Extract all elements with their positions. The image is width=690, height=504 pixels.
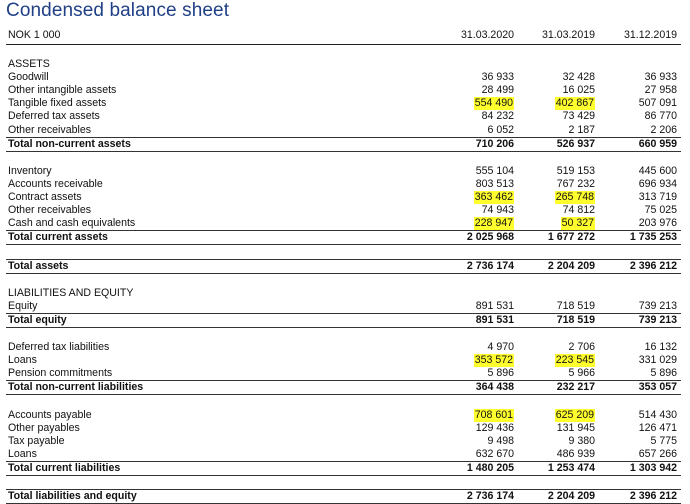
table-row: Other receivables 74 943 74 812 75 025 bbox=[8, 204, 677, 217]
grand-total-row: Total assets 2 736 174 2 204 209 2 396 212 bbox=[6, 259, 681, 274]
highlighted-value: 223 545 bbox=[555, 354, 594, 367]
highlighted-value: 708 601 bbox=[474, 408, 513, 421]
table-row: Tangible fixed assets 554 490 402 867 507 091 bbox=[8, 97, 677, 110]
column-header-2019-q1: 31.03.2019 bbox=[541, 29, 595, 41]
total-row: Total current assets 2 025 968 1 677 272 1 735 253 bbox=[6, 230, 681, 245]
total-row: Total equity 891 531 718 519 739 213 bbox=[6, 313, 681, 328]
balance-sheet-table bbox=[6, 28, 681, 504]
highlighted-value: 402 867 bbox=[555, 97, 594, 110]
highlighted-value: 50 327 bbox=[561, 217, 594, 230]
highlighted-value: 363 462 bbox=[474, 191, 513, 204]
page-title: Condensed balance sheet bbox=[6, 0, 230, 21]
header-row bbox=[6, 28, 681, 45]
grand-total-row: Total liabilities and equity 2 736 174 2 204 209 2 396 212 bbox=[6, 489, 681, 504]
section-heading: LIABILITIES AND EQUITY bbox=[8, 286, 134, 299]
total-row: Total current liabilities 1 480 205 1 253 474 1 303 942 bbox=[6, 461, 681, 476]
total-row: Total non-current assets 710 206 526 937 660 959 bbox=[6, 137, 681, 152]
table-row: Deferred tax assets 84 232 73 429 86 770 bbox=[8, 110, 677, 123]
table-row: Loans 632 670 486 939 657 266 bbox=[8, 447, 677, 460]
table-row: Contract assets 363 462 265 748 313 719 bbox=[8, 191, 677, 204]
table-row: Tax payable 9 498 9 380 5 775 bbox=[8, 434, 677, 447]
highlighted-value: 554 490 bbox=[474, 97, 513, 110]
table-row: Goodwill 36 933 32 428 36 933 bbox=[8, 71, 677, 84]
table-row: Other intangible assets 28 499 16 025 27 958 bbox=[8, 84, 677, 97]
table-row: Other payables 129 436 131 945 126 471 bbox=[8, 421, 677, 434]
column-header-2019-ye: 31.12.2019 bbox=[623, 29, 677, 41]
table-row: Accounts receivable 803 513 767 232 696 934 bbox=[8, 177, 677, 190]
table-row: Other receivables 6 052 2 187 2 206 bbox=[8, 123, 677, 136]
table-row: Accounts payable 708 601 625 209 514 430 bbox=[8, 408, 677, 421]
unit-label: NOK 1 000 bbox=[8, 29, 61, 41]
table-row: Deferred tax liabilities 4 970 2 706 16 132 bbox=[8, 341, 677, 354]
highlighted-value: 228 947 bbox=[474, 217, 513, 230]
section-heading: ASSETS bbox=[8, 58, 50, 71]
highlighted-value: 353 572 bbox=[474, 354, 513, 367]
table-row: Pension commitments 5 896 5 966 5 896 bbox=[8, 367, 677, 380]
highlighted-value: 625 209 bbox=[555, 408, 594, 421]
table-row: Loans 353 572 223 545 331 029 bbox=[8, 354, 677, 367]
column-header-2020: 31.03.2020 bbox=[460, 29, 514, 41]
total-row: Total non-current liabilities 364 438 232 217 353 057 bbox=[6, 380, 681, 395]
table-row: Equity 891 531 718 519 739 213 bbox=[8, 299, 677, 312]
highlighted-value: 265 748 bbox=[555, 191, 594, 204]
table-row: Inventory 555 104 519 153 445 600 bbox=[8, 164, 677, 177]
table-row: Cash and cash equivalents 228 947 50 327 203 976 bbox=[8, 217, 677, 230]
